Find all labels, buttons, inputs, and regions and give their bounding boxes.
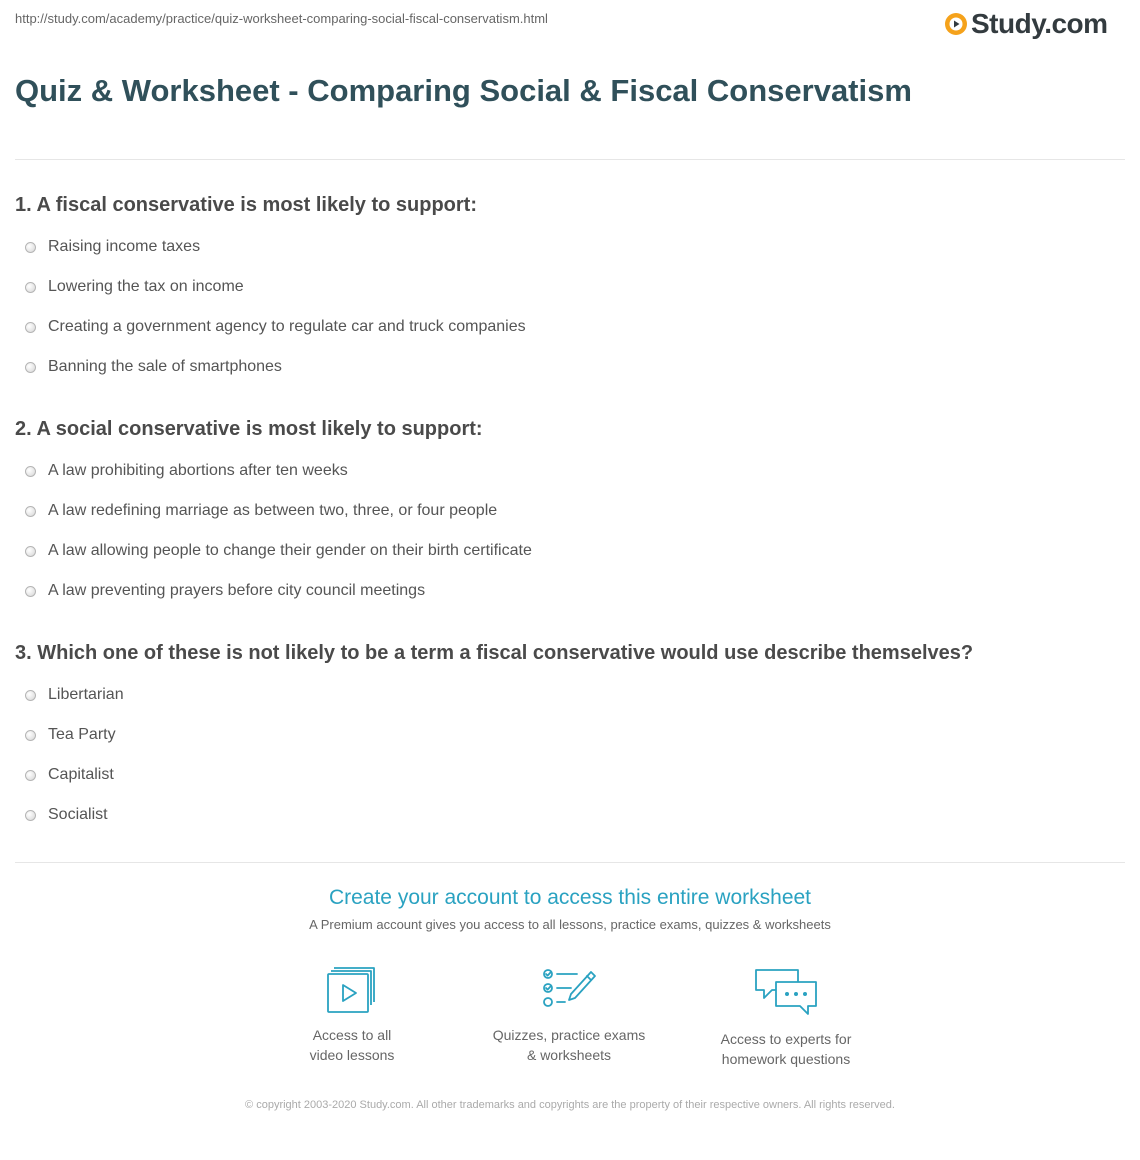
- radio-button[interactable]: [25, 810, 36, 821]
- radio-button[interactable]: [25, 242, 36, 253]
- option-label: A law allowing people to change their gender on their birth certificate: [48, 542, 532, 559]
- option-3b[interactable]: [25, 724, 116, 746]
- option-3d[interactable]: [25, 804, 108, 826]
- page-title: Quiz & Worksheet - Comparing Social & Fiscal Conservatism: [15, 73, 912, 108]
- option-2c[interactable]: [25, 540, 532, 562]
- question-3: 3. Which one of these is not likely to be a term a fiscal conservative would use describe themselves?: [15, 642, 974, 664]
- video-lessons-icon: [326, 966, 378, 1014]
- option-label: A law redefining marriage as between two, three, or four people: [48, 502, 498, 519]
- feature-label-line2: video lessons: [309, 1047, 395, 1063]
- option-1c[interactable]: [25, 316, 526, 338]
- radio-button[interactable]: [25, 770, 36, 781]
- option-label: Socialist: [48, 806, 108, 823]
- radio-button[interactable]: [25, 586, 36, 597]
- option-1d[interactable]: [25, 356, 282, 378]
- radio-button[interactable]: [25, 730, 36, 741]
- option-label: Tea Party: [48, 726, 116, 743]
- radio-button[interactable]: [25, 282, 36, 293]
- option-label: Capitalist: [48, 766, 114, 783]
- cta-subtitle: A Premium account gives you access to all lessons, practice exams, quizzes & worksheets: [309, 917, 831, 932]
- option-label: A law preventing prayers before city council meetings: [48, 582, 426, 599]
- study-logo[interactable]: [944, 8, 1108, 40]
- option-1a[interactable]: [25, 236, 200, 258]
- option-3c[interactable]: [25, 764, 114, 786]
- radio-button[interactable]: [25, 466, 36, 477]
- feature-label-line1: Access to experts for: [720, 1031, 852, 1047]
- logo-text: Study.com: [971, 8, 1108, 39]
- option-2b[interactable]: [25, 500, 497, 522]
- option-label: Lowering the tax on income: [48, 278, 244, 295]
- radio-button[interactable]: [25, 506, 36, 517]
- radio-button[interactable]: [25, 546, 36, 557]
- content-divider: [15, 862, 1125, 863]
- page-url: http://study.com/academy/practice/quiz-worksheet-comparing-social-fiscal-conservatism.html: [15, 11, 548, 26]
- feature-label-line2: homework questions: [721, 1051, 851, 1067]
- radio-button[interactable]: [25, 322, 36, 333]
- create-account-link[interactable]: Create your account to access this entire worksheet: [328, 886, 812, 909]
- feature-label-line1: Access to all: [312, 1027, 392, 1043]
- radio-button[interactable]: [25, 690, 36, 701]
- feature-experts: [686, 966, 886, 1069]
- feature-quizzes: [469, 966, 669, 1065]
- title-divider: [15, 159, 1125, 160]
- radio-button[interactable]: [25, 362, 36, 373]
- option-2d[interactable]: [25, 580, 425, 602]
- feature-label-line2: & worksheets: [526, 1047, 612, 1063]
- option-label: A law prohibiting abortions after ten weeks: [48, 462, 348, 479]
- play-logo-icon: [944, 12, 968, 36]
- option-label: Libertarian: [48, 686, 124, 703]
- quiz-list-icon: [541, 966, 597, 1014]
- option-3a[interactable]: [25, 684, 124, 706]
- option-label: Banning the sale of smartphones: [48, 358, 282, 375]
- option-1b[interactable]: [25, 276, 244, 298]
- feature-video-lessons: [252, 966, 452, 1065]
- option-2a[interactable]: [25, 460, 348, 482]
- chat-bubbles-icon: [754, 966, 818, 1018]
- feature-label-line1: Quizzes, practice exams: [492, 1027, 646, 1043]
- option-label: Creating a government agency to regulate car and truck companies: [48, 318, 526, 335]
- question-1: 1. A fiscal conservative is most likely to support:: [15, 194, 478, 216]
- copyright-notice: © copyright 2003-2020 Study.com. All other trademarks and copyrights are the property of their respective owners. All rights reserved.: [245, 1099, 895, 1111]
- option-label: Raising income taxes: [48, 238, 201, 255]
- question-2: 2. A social conservative is most likely to support:: [15, 418, 483, 440]
